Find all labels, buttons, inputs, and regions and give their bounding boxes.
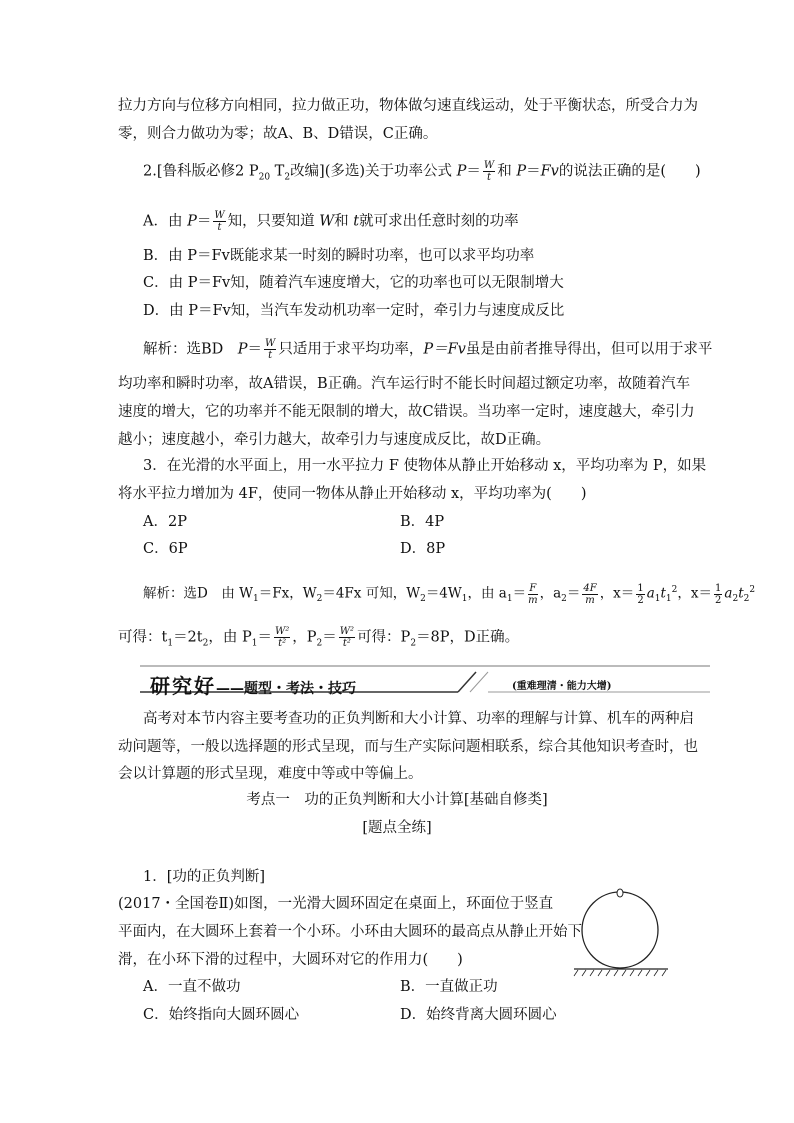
question-1-tag: 1．[功的正负判断] — [143, 869, 266, 885]
text-line: 平面内，在大圆环上套着一个小环。小环由大圆环的最高点从静止开始下 — [118, 924, 582, 940]
analysis-3: 解析：选D 由 $W_1=Fx$，$W_2=4Fx$ 可知，$W_2=4W_1$，由 $a_1=$ $\frac{F}{m}$ ，$a_2=$ $\frac{4F}{m}$ ，x＝ $\frac{1}{2}$ $a_1t_1^2$，x＝ $\frac{1}{2}$ $a_2t_2^2$ — [143, 582, 756, 606]
option-d: D．由 P＝Fv知，当汽车发动机功率一定时，牵引力与速度成反比 — [143, 303, 565, 319]
text-line: 拉力方向与位移方向相同，拉力做正功，物体做匀速直线运动，处于平衡状态，所受合力为 — [118, 98, 698, 114]
option-a: A．2P — [143, 514, 187, 530]
fraction-w-over-t: $\frac{W}{t}$ — [483, 160, 495, 183]
analysis-2: 解析：选BD P＝ $\frac{W}{t}$ 只适用于求平均功率，P＝Fv虽是由前者推导得出，但可以用于求平 — [143, 338, 713, 361]
option-c: C．由 P＝Fv知，随着汽车速度增大，它的功率也可以无限制增大 — [143, 275, 564, 291]
option-b: B．一直做正功 — [400, 979, 498, 995]
text-line: 越小；速度越小，牵引力越大，故牵引力与速度成反比，故D正确。 — [118, 432, 551, 448]
question-3-stem: 3．在光滑的水平面上，用一水平拉力 F 使物体从静止开始移动 x，平均功率为 P，如果 — [143, 458, 707, 474]
analysis-3-cont: 可得：$t_1=2t_2$，由 $P_1=$ $\frac{\text{W²}}{\text{t²}}$ ，$P_2=$ $\frac{\text{W²}}{\text{t²}}$ 可得：$P_2=8P$，D正确。 — [118, 626, 520, 649]
option-b: B．4P — [400, 514, 445, 530]
text-line: (2017・全国卷Ⅱ)如图，一光滑大圆环固定在桌面上，环面位于竖直 — [118, 896, 554, 912]
ring-figure — [572, 888, 672, 978]
text-line: 高考对本节内容主要考查功的正负判断和大小计算、功率的理解与计算、机车的两种启 — [143, 711, 694, 727]
banner-tagline: (重难理清・能力大增) — [512, 681, 612, 692]
question-2-stem: 2.[鲁科版必修2 $P_{20}$ $T_2$改编](多选)关于功率公式 P＝ $\frac{W}{t}$ 和 P＝Fv的说法正确的是( ) — [143, 160, 701, 183]
text-line: 动问题等，一般以选择题的形式呈现，而与生产实际问题相联系，综合其他知识考查时，也 — [118, 739, 698, 755]
banner-title: 研究好——题型・考法・技巧 — [150, 674, 356, 698]
option-a: A．由 P＝ $\frac{W}{t}$ 知，只要知道 W和 t就可求出任意时刻的功率 — [143, 210, 519, 233]
option-a: A．一直不做功 — [143, 979, 241, 995]
section-subheading: [题点全练] — [362, 820, 432, 836]
text-line: 滑，在小环下滑的过程中，大圆环对它的作用力( ) — [118, 952, 463, 968]
option-d: D．8P — [400, 541, 446, 557]
option-b: B．由 P＝Fv既能求某一时刻的瞬时功率，也可以求平均功率 — [143, 248, 535, 264]
text-line: 零，则合力做功为零；故A、B、D错误，C正确。 — [118, 126, 438, 142]
text-line: 均功率和瞬时功率，故A错误，B正确。汽车运行时不能长时间超过额定功率，故随着汽车 — [118, 376, 691, 392]
option-d: D．始终背离大圆环圆心 — [400, 1007, 557, 1023]
text-line: 会以计算题的形式呈现，难度中等或中等偏上。 — [118, 766, 423, 782]
option-c: C．6P — [143, 541, 188, 557]
option-c: C．始终指向大圆环圆心 — [143, 1007, 300, 1023]
text-line: 速度的增大，它的功率并不能无限制的增大，故C错误。当功率一定时，速度越大，牵引力 — [118, 404, 695, 420]
text-line: 将水平拉力增加为 4F，使同一物体从静止开始移动 x，平均功率为( ) — [118, 486, 587, 502]
section-heading: 考点一 功的正负判断和大小计算[基础自修类] — [246, 792, 548, 808]
